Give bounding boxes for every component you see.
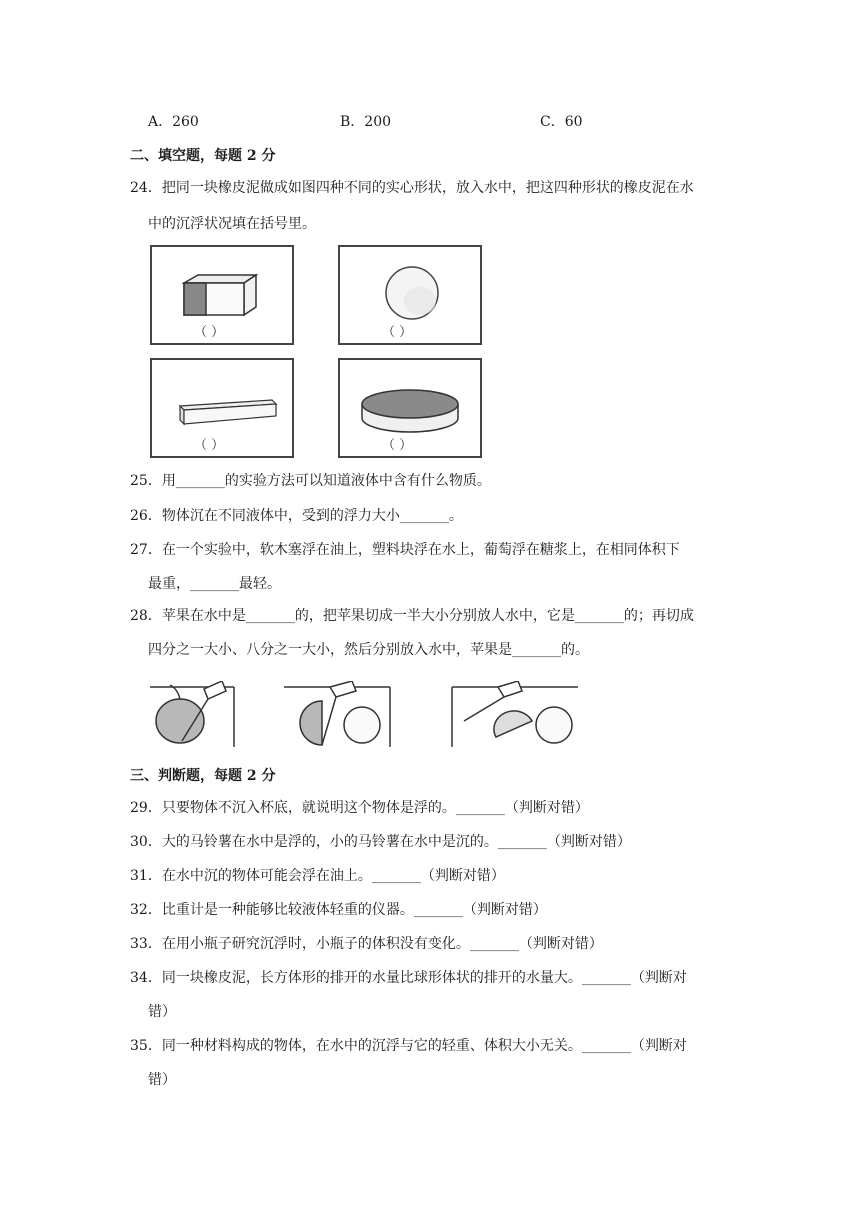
question-24-line2: 中的沉浮状况填在括号里。 (148, 216, 316, 232)
figure-disc (338, 358, 482, 458)
question-35-line2: 错） (148, 1072, 176, 1088)
section-title-true-false: 三、判断题，每题 2 分 (130, 768, 276, 784)
figure-long-bar (150, 358, 294, 458)
option-c: C．60 (540, 114, 583, 130)
figure-cuboid (150, 245, 294, 345)
question-32: 32．比重计是一种能够比较液体轻重的仪器。_______（判断对错） (130, 902, 547, 918)
question-26: 26．物体沉在不同液体中，受到的浮力大小_______。 (130, 508, 463, 524)
question-31: 31．在水中沉的物体可能会浮在油上。_______（判断对错） (130, 868, 505, 884)
apple-whole-cut-icon (148, 681, 238, 749)
question-34-line2: 错） (148, 1004, 176, 1020)
question-24-line1: 24．把同一块橡皮泥做成如图四种不同的实心形状，放入水中，把这四种形状的橡皮泥在水 (130, 180, 694, 196)
answer-paren: （ ） (194, 325, 225, 340)
apple-half-cut-icon (282, 681, 392, 749)
question-27-line2: 最重，_______最轻。 (148, 576, 281, 592)
apple-quarter-cut-icon (450, 681, 580, 749)
question-27-line1: 27．在一个实验中，软木塞浮在油上，塑料块浮在水上，葡萄浮在糖浆上，在相同体积下 (130, 542, 680, 558)
section-title-fill-blank: 二、填空题，每题 2 分 (130, 148, 276, 164)
question-25: 25．用_______的实验方法可以知道液体中含有什么物质。 (130, 473, 491, 489)
question-33: 33．在用小瓶子研究沉浮时，小瓶子的体积没有变化。_______（判断对错） (130, 936, 603, 952)
figure-sphere (338, 245, 482, 345)
answer-paren: （ ） (382, 438, 413, 453)
question-35-line1: 35．同一种材料构成的物体，在水中的沉浮与它的轻重、体积大小无关。_______（判断对 (130, 1038, 687, 1054)
answer-paren: （ ） (194, 438, 225, 453)
question-30: 30．大的马铃薯在水中是浮的，小的马铃薯在水中是沉的。_______（判断对错） (130, 834, 631, 850)
option-a: A．260 (148, 114, 199, 130)
question-29: 29．只要物体不沉入杯底，就说明这个物体是浮的。_______（判断对错） (130, 800, 589, 816)
answer-paren: （ ） (382, 325, 413, 340)
question-28-line2: 四分之一大小、八分之一大小，然后分别放入水中，苹果是_______的。 (148, 642, 589, 658)
question-28-line1: 28．苹果在水中是_______的，把苹果切成一半大小分别放人水中，它是_______的；再切成 (130, 608, 694, 624)
option-b: B．200 (340, 114, 392, 130)
question-34-line1: 34．同一块橡皮泥，长方体形的排开的水量比球形体状的排开的水量大。_______（判断对 (130, 970, 687, 986)
